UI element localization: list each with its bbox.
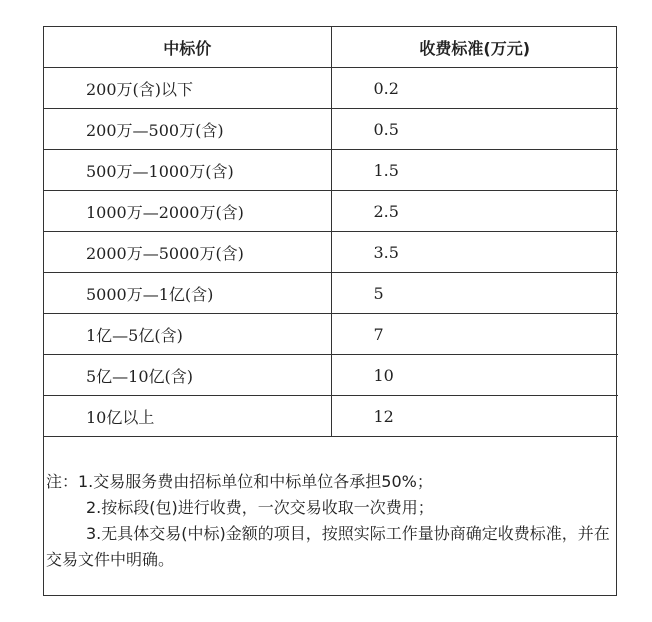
table-row [44,68,618,109]
bid-range-cell: 200万(含)以下 [44,68,331,109]
fee-schedule-table [44,27,618,437]
fee-cell: 7 [331,314,618,355]
note-line-1: 注：1.交易服务费由招标单位和中标单位各承担50%； [46,472,433,491]
header-bid-price: 中标价 [44,27,331,68]
bid-range-cell: 1000万—2000万(含) [44,191,331,232]
table-row [44,396,618,437]
table-row [44,191,618,232]
fee-cell: 1.5 [331,150,618,191]
bid-range-cell: 200万—500万(含) [44,109,331,150]
fee-cell: 12 [331,396,618,437]
fee-cell: 0.2 [331,68,618,109]
table-row [44,314,618,355]
fee-cell: 0.5 [331,109,618,150]
table-row [44,232,618,273]
table-row [44,109,618,150]
table-row [44,355,618,396]
table-row [44,150,618,191]
bid-range-cell: 2000万—5000万(含) [44,232,331,273]
bid-range-cell: 500万—1000万(含) [44,150,331,191]
fee-schedule-table-container [43,26,617,596]
bid-range-cell: 10亿以上 [44,396,331,437]
bid-range-cell: 1亿—5亿(含) [44,314,331,355]
table-row [44,273,618,314]
bid-range-cell: 5000万—1亿(含) [44,273,331,314]
note-line-2: 2.按标段(包)进行收费，一次交易收取一次费用； [86,498,434,517]
fee-cell: 10 [331,355,618,396]
fee-cell: 2.5 [331,191,618,232]
notes-section [44,437,616,573]
note-line-3-text: 3.无具体交易(中标)金额的项目，按照实际工作量协商确定收费标准，并在交易文件中明确。 [46,524,610,569]
fee-cell: 3.5 [331,232,618,273]
table-header-row [44,27,618,68]
fee-cell: 5 [331,273,618,314]
note-line-3 [46,521,614,573]
header-fee-standard: 收费标准(万元) [331,27,618,68]
bid-range-cell: 5亿—10亿(含) [44,355,331,396]
